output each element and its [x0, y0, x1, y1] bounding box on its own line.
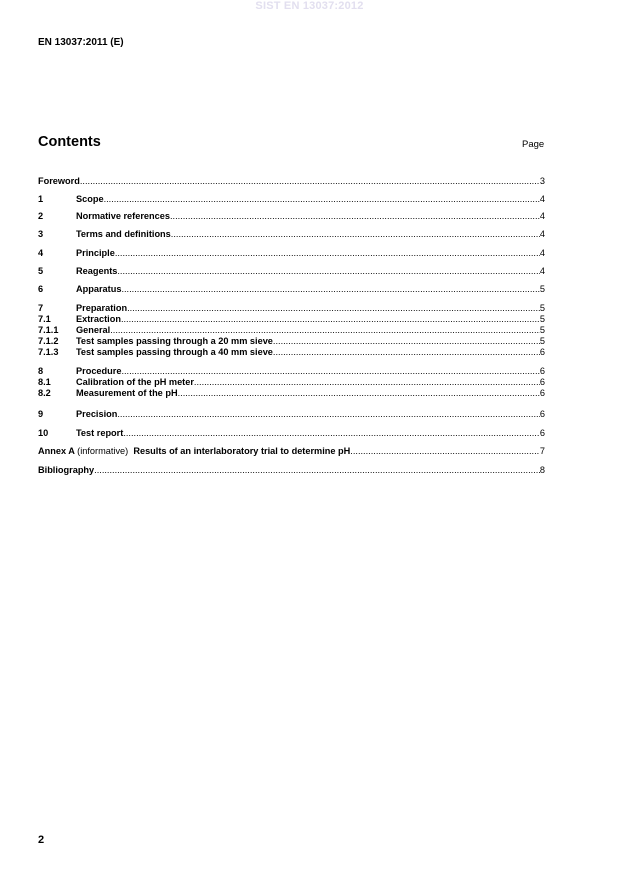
toc-entry-page: 4: [539, 248, 545, 258]
toc-entry-number: 5: [38, 266, 44, 276]
toc-entry-8-2[interactable]: [38, 388, 545, 399]
toc-entry-page: 6: [539, 428, 545, 438]
toc-entry-number: 7: [38, 303, 44, 313]
toc-entry-5[interactable]: [38, 266, 545, 277]
toc-entry-3[interactable]: [38, 229, 545, 240]
toc-leader: [117, 266, 540, 277]
toc-entry-page: 6: [539, 366, 545, 376]
toc-entry-page: 4: [539, 229, 545, 239]
toc-entry-foreword[interactable]: [38, 176, 545, 187]
toc-entry-title: Apparatus: [76, 284, 122, 294]
toc-entry-number: 4: [38, 248, 44, 258]
toc-entry-number: 8.2: [38, 388, 51, 398]
toc-entry-number: 1: [38, 194, 44, 204]
toc-leader: [104, 194, 540, 205]
document-id: EN 13037:2011 (E): [38, 37, 124, 48]
toc-entry-7-1-2[interactable]: [38, 336, 545, 347]
toc-leader: [123, 428, 540, 439]
toc-entry-title: Extraction: [76, 314, 121, 324]
toc-entry-page: 6: [539, 347, 545, 357]
toc-entry-page: 5: [539, 303, 545, 313]
toc-entry-page: 7: [539, 446, 545, 456]
toc-entry-page: 5: [539, 325, 545, 335]
toc-entry-9[interactable]: [38, 409, 545, 420]
toc-entry-7-1-1[interactable]: [38, 325, 545, 336]
toc-entry-page: 4: [539, 266, 545, 276]
toc-entry-number: 7.1.3: [38, 347, 59, 357]
toc-entry-7-1[interactable]: [38, 314, 545, 325]
toc-entry-page: 5: [539, 284, 545, 294]
annex-title: Results of an interlaboratory trial to determine pH: [133, 446, 351, 456]
toc-entry-4[interactable]: [38, 248, 545, 259]
toc-entry-title: Preparation: [76, 303, 128, 313]
toc-entry-page: 8: [539, 465, 545, 475]
toc-entry-title: Foreword: [38, 176, 80, 186]
toc-entry-7-1-3[interactable]: [38, 347, 545, 358]
toc-entry-page: 5: [539, 336, 545, 346]
toc-leader: [115, 248, 540, 259]
page-number: 2: [38, 834, 45, 846]
toc-entry-title: Scope: [76, 194, 104, 204]
toc-leader: [170, 211, 540, 222]
toc-leader: [273, 347, 540, 358]
toc-entry-title: Reagents: [76, 266, 118, 276]
toc-entry-title: Test samples passing through a 20 mm sieve: [76, 336, 273, 346]
toc-entry-number: 10: [38, 428, 49, 438]
toc-entry-title: Calibration of the pH meter: [76, 377, 194, 387]
toc-entry-number: 6: [38, 284, 44, 294]
toc-entry-title: Principle: [76, 248, 115, 258]
toc-entry-page: 5: [539, 314, 545, 324]
toc-heading: Contents: [38, 134, 101, 150]
toc-entry-2[interactable]: [38, 211, 545, 222]
toc-entry-number: 3: [38, 229, 44, 239]
toc-leader: [350, 446, 540, 457]
toc-page-label: Page: [522, 139, 545, 150]
toc-entry-number: 7.1.2: [38, 336, 59, 346]
toc-leader: [127, 303, 540, 314]
toc-entry-number: 7.1: [38, 314, 51, 324]
annex-qualifier: (informative): [77, 446, 129, 456]
toc-entry-title: Precision: [76, 409, 118, 419]
toc-leader: [117, 409, 540, 420]
toc-entry-number: 2: [38, 211, 44, 221]
toc-entry-number: 8: [38, 366, 44, 376]
toc-leader: [80, 176, 540, 187]
annex-prefix: Annex A: [38, 446, 75, 456]
watermark: SIST EN 13037:2012: [255, 0, 364, 12]
toc-entry-title: General: [76, 325, 111, 335]
toc-entry-number: 8.1: [38, 377, 51, 387]
toc-entry-number: 7.1.1: [38, 325, 59, 335]
toc-entry-6[interactable]: [38, 284, 545, 295]
toc-entry-page: 3: [539, 176, 545, 186]
toc-leader: [121, 366, 539, 377]
toc-entry-bibliography[interactable]: [38, 465, 545, 476]
toc-entry-title: Test samples passing through a 40 mm sieve: [76, 347, 273, 357]
toc-entry-page: 6: [539, 377, 545, 387]
toc-entry-title: Normative references: [76, 211, 170, 221]
toc-leader: [110, 325, 540, 336]
toc-leader: [194, 377, 540, 388]
toc-entry-title: Test report: [76, 428, 124, 438]
toc-entry-page: 6: [539, 388, 545, 398]
toc-entry-annex-a[interactable]: [38, 446, 545, 457]
toc-entry-page: 4: [539, 211, 545, 221]
toc-entry-title: Measurement of the pH: [76, 388, 178, 398]
toc-leader: [171, 229, 540, 240]
toc-leader: [94, 465, 540, 476]
toc-leader: [273, 336, 540, 347]
toc-entry-10[interactable]: [38, 428, 545, 439]
toc-leader: [121, 314, 540, 325]
toc-entry-7[interactable]: [38, 303, 545, 314]
toc-entry-8-1[interactable]: [38, 377, 545, 388]
toc-entry-title: [38, 446, 350, 457]
toc-entry-number: 9: [38, 409, 44, 419]
toc-entry-8[interactable]: [38, 366, 545, 377]
toc-entry-page: 6: [539, 409, 545, 419]
toc-entry-title: Bibliography: [38, 465, 95, 475]
toc-entry-title: Terms and definitions: [76, 229, 171, 239]
toc-entry-1[interactable]: [38, 194, 545, 205]
toc-leader: [178, 388, 540, 399]
toc-entry-title: Procedure: [76, 366, 122, 376]
toc-entry-page: 4: [539, 194, 545, 204]
toc-leader: [121, 284, 539, 295]
